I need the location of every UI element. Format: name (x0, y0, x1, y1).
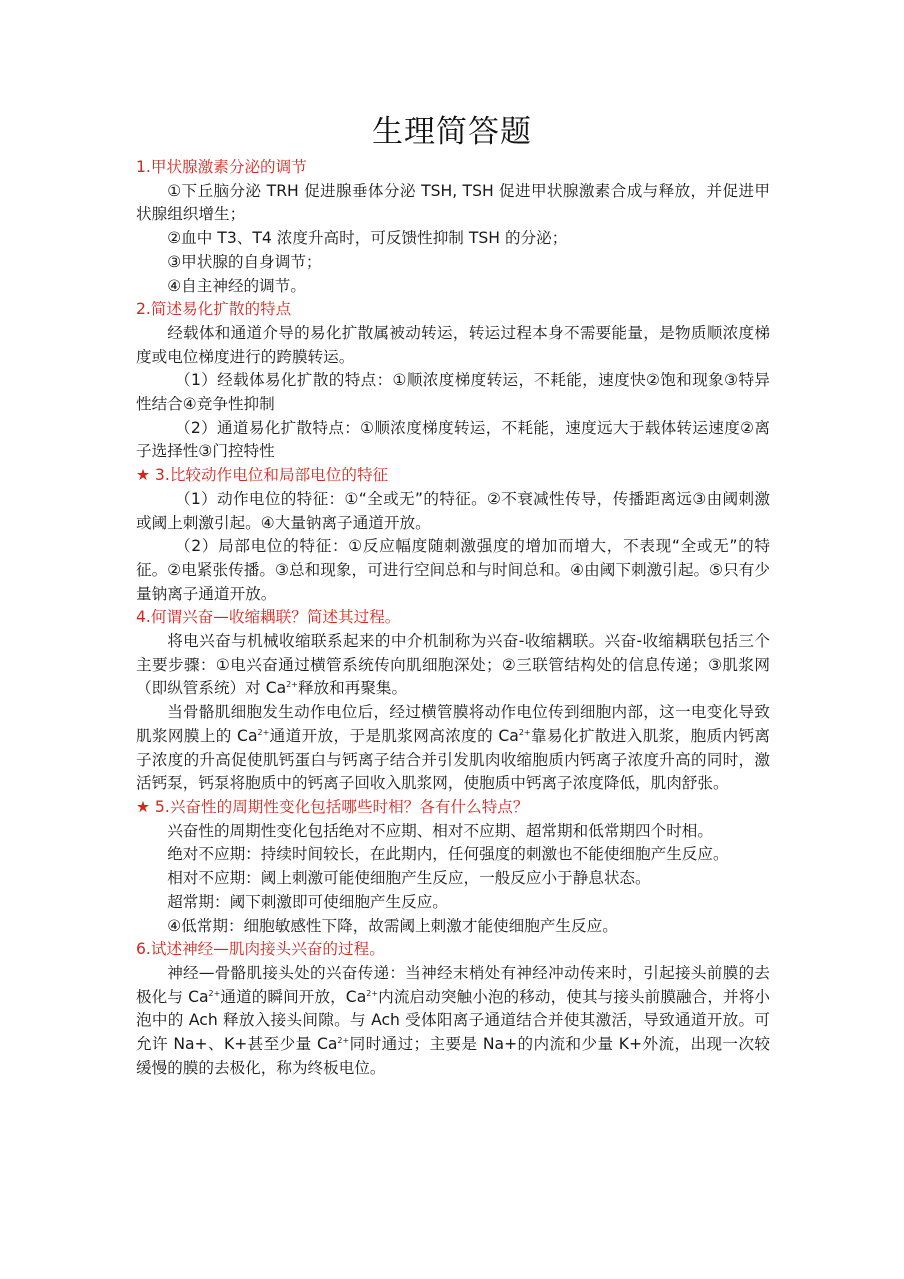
text-run: 相对不应期：阈上刺激可能使细胞产生反应，一般反应小于静息状态。 (167, 869, 651, 888)
text-run: ①下丘脑分泌 TRH 促进腺垂体分泌 TSH, TSH 促进甲状腺激素合成与释放，并促进甲状腺组织增生； (136, 181, 770, 224)
section-heading (136, 938, 770, 962)
superscript-charge: 2+ (286, 680, 298, 690)
paragraph (136, 322, 770, 369)
superscript-charge: 2+ (208, 988, 221, 998)
text-run: ★ 3.比较动作电位和局部电位的特征 (136, 466, 389, 485)
text-run: 超常期：阈下刺激即可使细胞产生反应。 (167, 892, 448, 911)
text-run: ④自主神经的调节。 (167, 276, 306, 295)
section-heading (136, 156, 770, 180)
text-run: 将电兴奋与机械收缩联系起来的中介机制称为兴奋-收缩耦联。兴奋-收缩耦联包括三个主要步骤：①电兴奋通过横管系统传向肌细胞深处；②三联管结构处的信息传递；③肌浆网（即纵管系统）对 Ca (136, 632, 770, 698)
text-run: （2）通道易化扩散特点：①顺浓度梯度转运，不耗能，速度远大于载体转运速度②离子选择性③门控特性 (136, 418, 770, 461)
text-run: （1）经载体易化扩散的特点：①顺浓度梯度转运，不耗能，速度快②饱和现象③特异性结合④竞争性抑制 (136, 371, 770, 414)
text-run: 兴奋性的周期性变化包括绝对不应期、相对不应期、超常期和低常期四个时相。 (167, 821, 713, 840)
text-run: 6.试述神经—肌肉接头兴奋的过程。 (136, 940, 385, 959)
superscript-charge: 2+ (337, 1036, 350, 1046)
section-heading (136, 298, 770, 322)
document-body (136, 156, 770, 1080)
superscript-charge: 2+ (518, 727, 531, 737)
paragraph (136, 535, 770, 606)
text-run: ④低常期：细胞敏感性下降，故需阈上刺激才能使细胞产生反应。 (167, 916, 618, 935)
paragraph (136, 180, 770, 227)
text-run: （1）动作电位的特征：①“全或无”的特征。②不衰减性传导，传播距离远③由阈刺激或阈上刺激引起。④大量钠离子通道开放。 (136, 489, 770, 532)
text-run: 2.简述易化扩散的特点 (136, 300, 292, 319)
text-run: 1.甲状腺激素分泌的调节 (136, 158, 307, 176)
paragraph (136, 915, 770, 939)
superscript-charge: 2+ (366, 988, 379, 998)
text-run: 通道开放，于是肌浆网高浓度的 Ca (269, 726, 519, 745)
paragraph (136, 630, 770, 701)
paragraph (136, 962, 770, 1081)
text-run: 通道的瞬间开放，Ca (220, 987, 367, 1006)
section-heading (136, 796, 770, 820)
text-run: 释放和再聚集。 (297, 679, 408, 698)
paragraph (136, 227, 770, 251)
text-run: ②血中 T3、T4 浓度升高时，可反馈性抑制 TSH 的分泌； (167, 229, 568, 248)
text-run: （2）局部电位的特征：①反应幅度随刺激强度的增加而增大，不表现“全或无”的特征。②电紧张传播。③总和现象，可进行空间总和与时间总和。④由阈下刺激引起。⑤只有少量钠离子通道开放。 (136, 537, 770, 603)
paragraph (136, 843, 770, 867)
text-run: 神经—骨骼肌接头处的兴奋传递：当神经末梢处有神经冲动传来时，引起接头前膜的去极化与 Ca (136, 963, 770, 1006)
text-run: 绝对不应期：持续时间较长，在此期内，任何强度的刺激也不能使细胞产生反应。 (167, 845, 729, 864)
paragraph (136, 251, 770, 275)
text-run: 同时通过；主要是 Na+的内流和少量 K+外流，出现一次较缓慢的膜的去极化，称为终板电位。 (136, 1035, 770, 1077)
text-run: 靠易化扩散进入肌浆，胞质内钙离子浓度的升高促使肌钙蛋白与钙离子结合并引发肌肉收缩胞质内钙离子浓度升高的同时，激活钙泵，钙泵将胞质中的钙离子回收入肌浆网，使胞质中钙离子浓度降低，肌肉舒张。 (136, 726, 770, 793)
text-run: 4.何谓兴奋—收缩耦联？简述其过程。 (136, 608, 401, 627)
paragraph (136, 275, 770, 299)
paragraph (136, 417, 770, 464)
paragraph (136, 701, 770, 796)
text-run: ③甲状腺的自身调节； (167, 252, 322, 271)
paragraph (136, 488, 770, 535)
section-heading (136, 606, 770, 630)
text-run: ★ 5.兴奋性的周期性变化包括哪些时相？各有什么特点？ (136, 797, 529, 816)
paragraph (136, 891, 770, 915)
section-heading (136, 464, 770, 488)
text-run: 经载体和通道介导的易化扩散属被动转运，转运过程本身不需要能量，是物质顺浓度梯度或电位梯度进行的跨膜转运。 (136, 323, 770, 366)
paragraph (136, 867, 770, 891)
page-title: 生理简答题 (372, 114, 532, 150)
superscript-charge: 2+ (257, 727, 270, 737)
paragraph (136, 820, 770, 844)
text-run: 当骨骼肌细胞发生动作电位后，经过横管膜将动作电位传到细胞内部，这一电变化导致肌浆网膜上的 Ca (136, 703, 770, 745)
paragraph (136, 369, 770, 416)
text-run: 内流启动突触小泡的移动，使其与接头前膜融合，并将小泡中的 Ach 释放入接头间隙。与 Ach 受体阳离子通道结合并使其激活，导致通道开放。可允许 Na+、K+甚至少量 Ca (136, 987, 770, 1054)
